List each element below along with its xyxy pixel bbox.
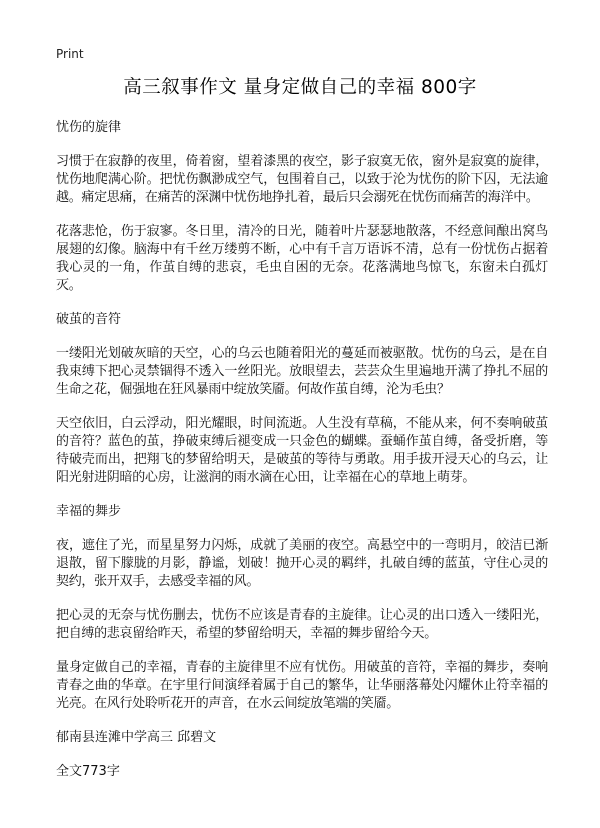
word-count: 全文773字 (56, 764, 120, 779)
paragraph: 夜，遮住了光，而星星努力闪烁，成就了美丽的夜空。高悬空中的一弯明月，皎洁已渐退散，留下朦胧的月影，静谧，划破！抛开心灵的羁绊，扎破自缚的蓝茧，守住心灵的契约，张开双手，去感受幸福的风。 (56, 538, 548, 589)
section-heading: 忧伤的旋律 (56, 120, 122, 135)
print-label: Print (56, 47, 84, 61)
author-line: 郁南县连滩中学高三 邱碧文 (56, 730, 217, 745)
section-heading: 幸福的舞步 (56, 504, 122, 519)
paragraph: 习惯于在寂静的夜里，倚着窗，望着漆黑的夜空，影子寂寞无依，窗外是寂寞的旋律，忧伤地爬满心阶。把忧伤飘渺成空气，包围着自己，以致于沦为忧伤的阶下囚，无法逾越。痛定思痛，在痛苦的深渊中忧伤地挣扎着，最后只会溺死在忧伤而痛苦的海洋中。 (56, 154, 548, 205)
article-body (56, 119, 548, 781)
section-heading: 破茧的音符 (56, 312, 122, 327)
paragraph: 量身定做自己的幸福，青春的主旋律里不应有忧伤。用破茧的音符，幸福的舞步，奏响青春之曲的华章。在宇里行间演绎着属于自己的繁华，让华丽落幕处闪耀休止符幸福的光亮。在风行处聆听花开的声音，在水云间绽放笔端的笑靥。 (56, 660, 548, 711)
paragraph: 一缕阳光划破灰暗的天空，心的乌云也随着阳光的蔓延而被驱散。忧伤的乌云，是在自我束缚下把心灵禁锢得不透入一丝阳光。放眼望去，芸芸众生里遍地开满了挣扎不屈的生命之花，倔强地在狂风暴雨中绽放笑靥。何故作茧自缚，沦为毛虫？ (56, 346, 548, 397)
article-title: 高三叙事作文 量身定做自己的幸福 800字 (123, 77, 477, 98)
paragraph: 把心灵的无奈与忧伤删去，忧伤不应该是青春的主旋律。让心灵的出口透入一缕阳光，把自缚的悲哀留给昨天，希望的梦留给明天，幸福的舞步留给今天。 (56, 608, 548, 641)
paragraph: 天空依旧，白云浮动，阳光耀眼，时间流逝。人生没有草稿，不能从来，何不奏响破茧的音符？蓝色的茧，挣破束缚后褪变成一只金色的蝴蝶。蚕蛹作茧自缚，备受折磨，等待破壳而出，把翔飞的梦留给明天，是破茧的等待与勇敢。用手拔开浸天心的乌云，让阳光射进阴暗的心房，让滋润的雨水滴在心田，让幸福在心的草地上萌芽。 (56, 416, 548, 485)
paragraph: 花落悲怆，伤于寂寥。冬日里，清冷的日光，随着叶片瑟瑟地散落，不经意间酿出窝鸟展翅的幻像。脑海中有千丝万缕剪不断，心中有千言万语诉不清，总有一份忧伤占据着我心灵的一角，作茧自缚的悲哀，毛虫自困的无奈。花落满地鸟惊飞，东窗未白孤灯灭。 (56, 224, 548, 293)
